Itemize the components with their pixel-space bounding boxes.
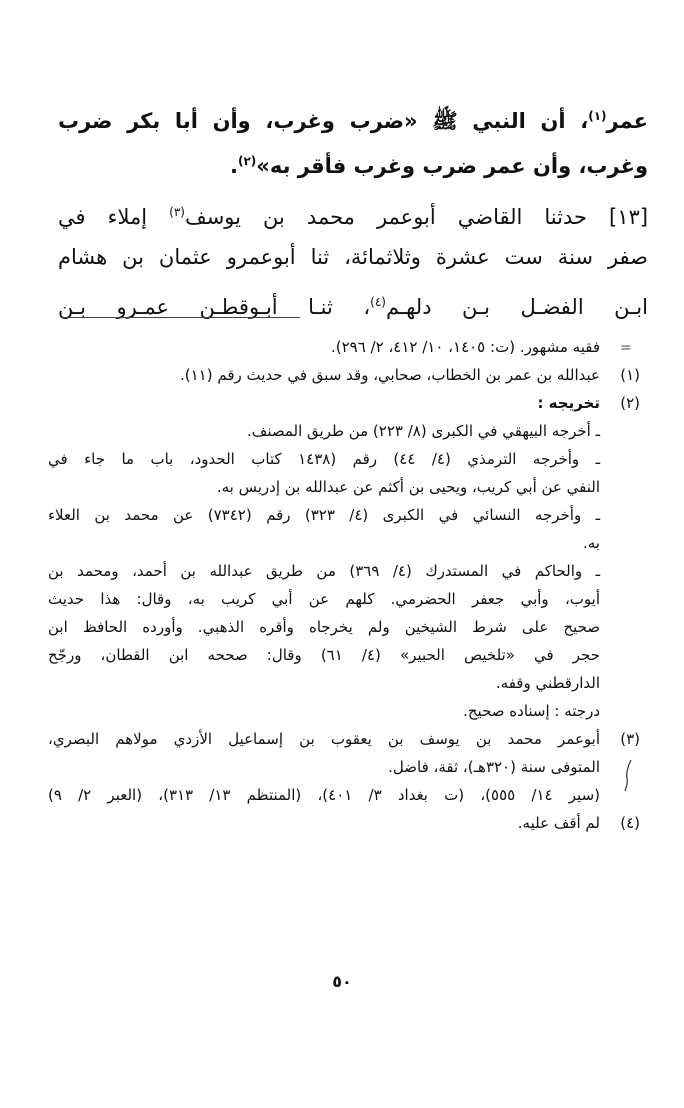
footnote-continuation: فقيه مشهور. (ت: ١٤٠٥، ١٠/ ٤١٢، ٢/ ٢٩٦).: [330, 338, 600, 356]
footnote-2-line: ـ وأخرجه الترمذي (٤/ ٤٤) رقم (١٤٣٨ كتاب الحدود، باب ما جاء في: [48, 450, 601, 468]
hadith-line-5: ابـن الفضـل بـن دلهـم$^{(٤)}$، ثنـا أبـوقطـن عمـرو بـن: [58, 295, 648, 319]
footnotes-block: [48, 333, 640, 837]
footnote-separator: [62, 317, 300, 318]
footnote-2-heading: تخريجه :: [537, 394, 600, 412]
footnote-2-line: صحيح على شرط الشيخين ولم يخرجاه وأقره الذهبي. وأورده الحافظ ابن: [48, 618, 600, 636]
footnote-4: (٤) لم أقف عليه.: [48, 809, 640, 837]
footnote-ref-1: (١): [588, 109, 607, 123]
footnote-2-number: (٢): [620, 394, 640, 412]
footnote-3: (٣) أبوعمر محمد بن يوسف بن يعقوب بن إسماعيل الأزدي مولاهم البصري،: [48, 725, 640, 753]
footnote-1: (١) عبدالله بن عمر بن الخطاب، صحابي، وقد سبق في حديث رقم (١١).: [48, 361, 640, 389]
footnote-2-line: ـ أخرجه البيهقي في الكبرى (٨/ ٢٢٣) من طريق المصنف.: [247, 422, 600, 440]
footnote-ref-3: (٣): [169, 205, 185, 219]
footnote-2-line: به.: [583, 534, 600, 552]
hadith-line-1: عمر$^{(١)}$، أن النبي ﷺ «ضرب وغرب، وأن أبا بكر ضرب: [58, 109, 648, 133]
footnote-ref-2: (٢): [237, 154, 257, 168]
page-number: ٥٠: [332, 972, 352, 991]
handwritten-mark-icon: [622, 758, 634, 792]
footnote-2-line: النفي عن أبي كريب، ويحيى بن أكثم عن عبدالله بن إدريس به.: [216, 478, 600, 496]
footnote-3-line: المتوفى سنة (٣٢٠هـ)، ثقة، فاضل.: [388, 758, 600, 776]
footnote-3-line: (سير ١٤/ ٥٥٥)، (ت بغداد ٣/ ٤٠١)، (المنتظم ١٣/ ٣١٣)، (العبر ٢/ ٩): [48, 786, 600, 804]
footnote-2-grade: درجته : إسناده صحيح.: [463, 702, 600, 720]
hadith-text-block: [58, 94, 648, 325]
footnote-4-number: (٤): [620, 814, 640, 832]
hadith-line-4: صفر سنة ست عشرة وثلاثمائة، ثنا أبوعمرو عثمان بن هشام: [58, 245, 648, 269]
footnote-2-line: أيوب، وأبي جعفر الحضرمي. كلهم عن أبي كريب به، وقال: هذا حديث: [48, 590, 600, 608]
footnote-ref-4: (٤): [370, 295, 386, 309]
hadith-line-2: وغرب، وأن عمر ضرب وغرب فأقر به»$^{(٢)}$.: [229, 154, 648, 178]
footnote-3-number: (٣): [620, 730, 640, 748]
footnote-2-line: ـ والحاكم في المستدرك (٤/ ٣٦٩) من طريق عبدالله بن أحمد، ومحمد بن: [48, 562, 600, 580]
footnote-2-line: الدارقطني وقفه.: [495, 674, 600, 692]
footnote-2: [48, 389, 640, 417]
hadith-line-3: [١٣] حدثنا القاضي أبوعمر محمد بن يوسف$^{(٣)}$ إملاء في: [58, 205, 648, 229]
footnote-2-line: ـ وأخرجه النسائي في الكبرى (٤/ ٣٢٣) رقم (٧٣٤٢) عن محمد بن العلاء: [48, 506, 600, 524]
footnote-2-line: حجر في «تلخيص الحبير» (٤/ ٦١) وقال: صححه ابن القطان، ورجّح: [48, 646, 600, 664]
continuation-mark: =: [620, 340, 632, 356]
footnote-1-number: (١): [620, 366, 640, 384]
